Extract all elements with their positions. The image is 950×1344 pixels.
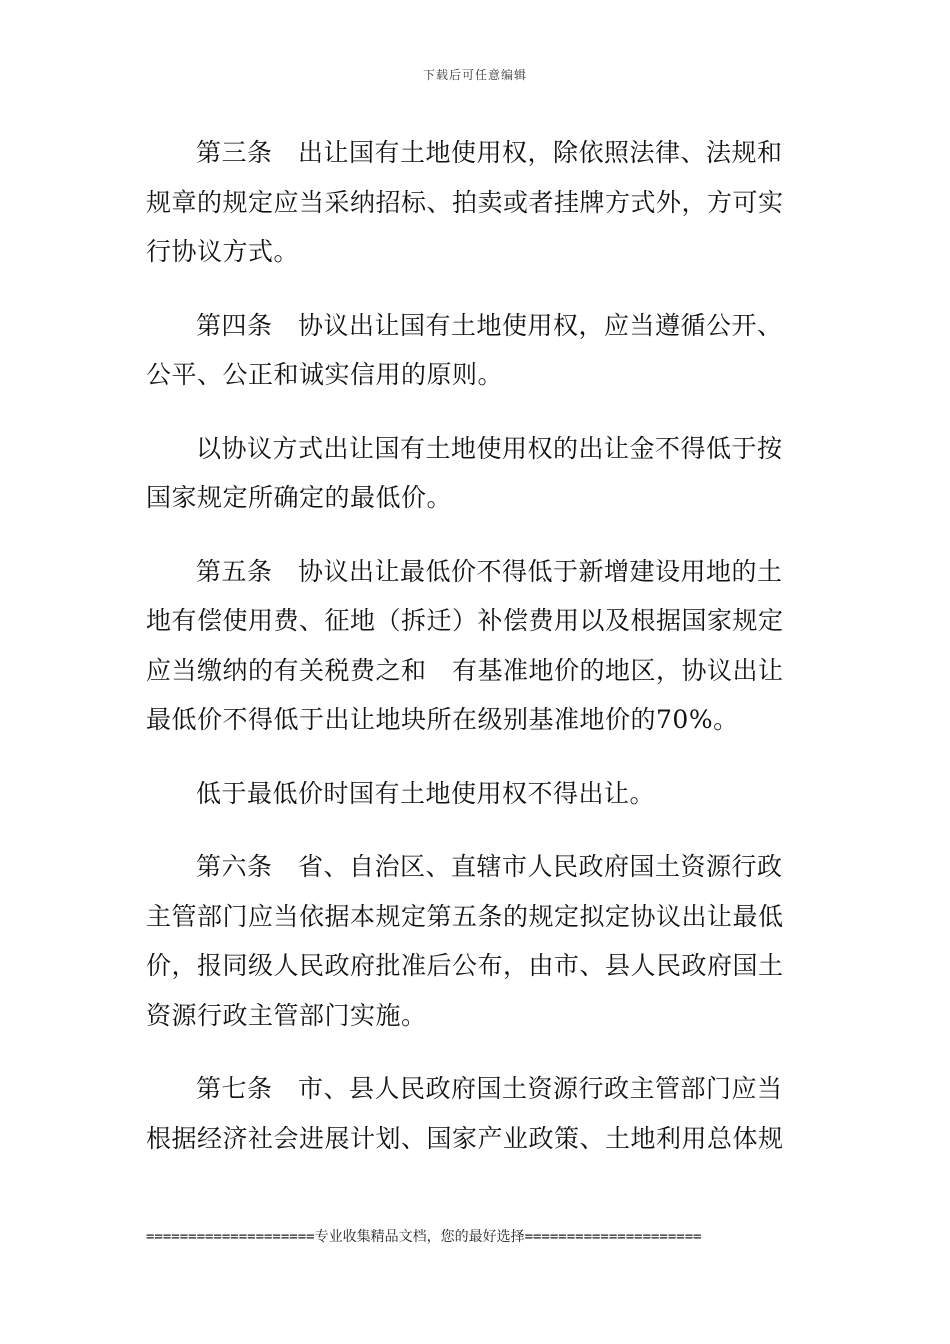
paragraph-article-3: 第三条 出让国有土地使用权，除依照法律、法规和规章的规定应当采纳招标、拍卖或者挂牌方式外，方可实行协议方式。 <box>146 138 784 266</box>
page-footer: ====================专业收集精品文档，您的最好选择===================== <box>146 1229 702 1245</box>
paragraph-article-5-limit: 低于最低价时国有土地使用权不得出让。 <box>196 778 656 808</box>
page-header: 下载后可任意编辑 <box>422 68 527 82</box>
paragraph-article-7: 第七条 市、县人民政府国土资源行政主管部门应当根据经济社会进展计划、国家产业政策、土地利用总体规 <box>146 1074 784 1153</box>
paragraph-article-6: 第六条 省、自治区、直辖市人民政府国土资源行政主管部门应当依据本规定第五条的规定拟定协议出让最低价，报同级人民政府批准后公布，由市、县人民政府国土资源行政主管部门实施。 <box>146 852 784 1030</box>
paragraph-article-5: 第五条 协议出让最低价不得低于新增建设用地的土地有偿使用费、征地（拆迁）补偿费用以及根据国家规定应当缴纳的有关税费之和 有基准地价的地区，协议出让最低价不得低于出让地块所在级别基准地价的70%。 <box>146 556 784 734</box>
document-body <box>146 128 806 1187</box>
paragraph-article-4-price: 以协议方式出让国有土地使用权的出让金不得低于按国家规定所确定的最低价。 <box>146 433 783 512</box>
paragraph-article-4: 第四条 协议出让国有土地使用权，应当遵循公开、公平、公正和诚实信用的原则。 <box>146 310 783 389</box>
